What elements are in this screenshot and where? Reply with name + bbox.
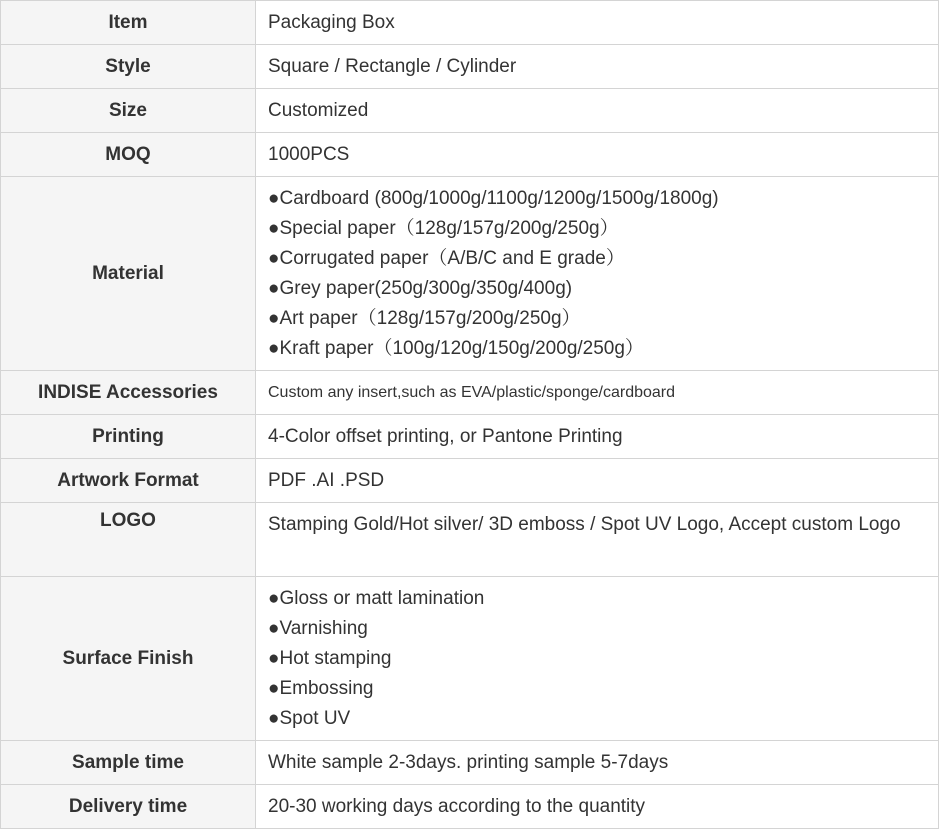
row-value: [256, 371, 939, 415]
value-line: ●Gloss or matt lamination: [268, 588, 485, 609]
value-line: Custom any insert,such as EVA/plastic/sponge/cardboard: [268, 383, 676, 401]
table-row: [1, 741, 939, 785]
table-row: [1, 45, 939, 89]
row-label: Printing: [1, 415, 256, 459]
row-label: Delivery time: [1, 785, 256, 829]
row-label: Sample time: [1, 741, 256, 785]
value-line: ●Grey paper(250g/300g/350g/400g): [268, 278, 573, 299]
row-label: Artwork Format: [1, 459, 256, 503]
row-label: MOQ: [1, 133, 256, 177]
value-line: White sample 2-3days. printing sample 5-7days: [268, 751, 669, 773]
row-label: Size: [1, 89, 256, 133]
value-line: ●Varnishing: [268, 618, 368, 639]
table-row: [1, 133, 939, 177]
table-row: [1, 371, 939, 415]
row-value: [256, 1, 939, 45]
value-line: ●Cardboard (800g/1000g/1100g/1200g/1500g/1800g): [268, 188, 719, 209]
row-value: [256, 459, 939, 503]
table-row: [1, 577, 939, 741]
row-label: Material: [1, 177, 256, 371]
row-value: [256, 415, 939, 459]
row-value: [256, 89, 939, 133]
row-value: [256, 177, 939, 371]
row-label: LOGO: [1, 503, 256, 577]
row-value: [256, 503, 939, 577]
value-line: Customized: [268, 99, 369, 121]
value-line: Packaging Box: [268, 11, 395, 33]
row-value: [256, 45, 939, 89]
value-line: ●Hot stamping: [268, 648, 392, 669]
table-row: [1, 89, 939, 133]
table-row: [1, 1, 939, 45]
row-label: Surface Finish: [1, 577, 256, 741]
value-line: 4-Color offset printing, or Pantone Printing: [268, 425, 623, 447]
row-label: INDISE Accessories: [1, 371, 256, 415]
row-label: Style: [1, 45, 256, 89]
value-line: ●Special paper（128g/157g/200g/250g）: [268, 218, 619, 239]
row-value: [256, 741, 939, 785]
value-line: 20-30 working days according to the quantity: [268, 795, 646, 817]
value-line: ●Art paper（128g/157g/200g/250g）: [268, 308, 581, 329]
value-line: PDF .AI .PSD: [268, 469, 385, 491]
value-line: ●Embossing: [268, 678, 374, 699]
value-line: ●Corrugated paper（A/B/C and E grade）: [268, 248, 625, 269]
value-line: 1000PCS: [268, 143, 350, 165]
row-value: [256, 577, 939, 741]
row-value: [256, 785, 939, 829]
table-row: [1, 177, 939, 371]
value-line: ●Spot UV: [268, 708, 351, 729]
table-row: [1, 415, 939, 459]
row-value: [256, 133, 939, 177]
value-line: Stamping Gold/Hot silver/ 3D emboss / Spot UV Logo, Accept custom Logo: [268, 514, 901, 535]
value-line: Square / Rectangle / Cylinder: [268, 55, 517, 77]
table-row: [1, 785, 939, 829]
value-line: ●Kraft paper（100g/120g/150g/200g/250g）: [268, 338, 644, 359]
table-row: [1, 459, 939, 503]
table-row: [1, 503, 939, 577]
row-label: Item: [1, 1, 256, 45]
